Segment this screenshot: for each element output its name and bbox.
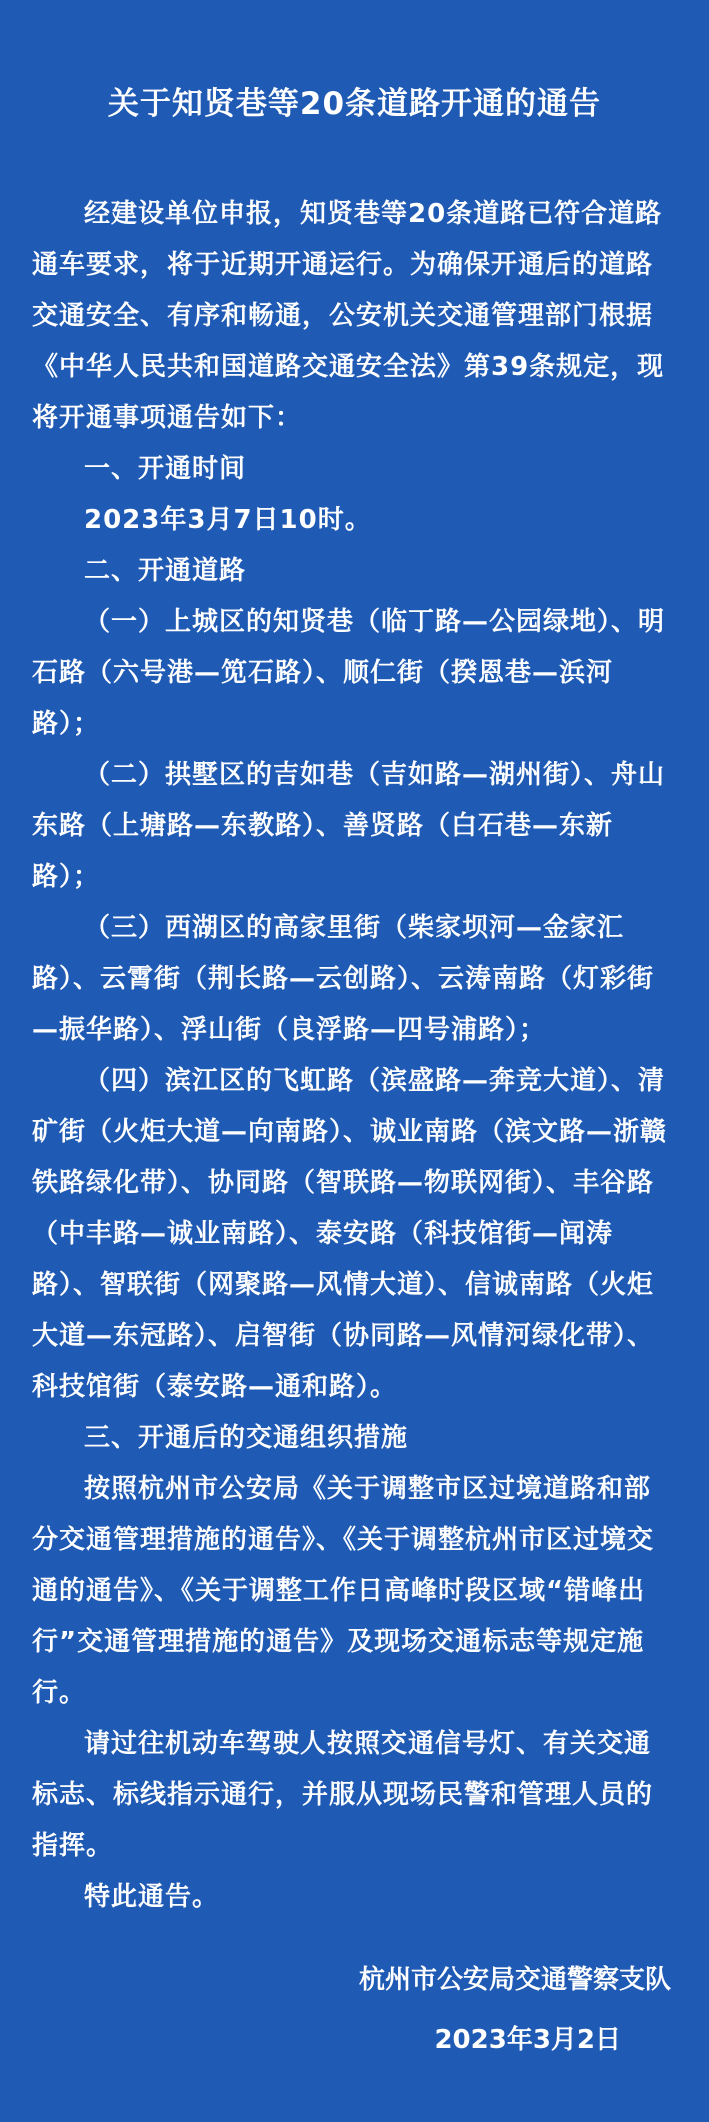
paragraph-open-time: 2023年3月7日10时。	[84, 505, 372, 535]
signature-org: 杭州市公安局交通警察支队	[358, 1965, 671, 1995]
signature-block	[359, 1950, 671, 2070]
paragraph-measures: 按照杭州市公安局《关于调整市区过境道路和部分交通管理措施的通告》、《关于调整杭州市区过境交通的通告》、《关于调整工作日高峰时段区域“错峰出行”交通管理措施的通告》及现场交通标志等规定施行。	[32, 1474, 655, 1708]
paragraph-intro: 经建设单位申报，知贤巷等20条道路已符合道路通车要求，将于近期开通运行。为确保开通后的道路交通安全、有序和畅通，公安机关交通管理部门根据《中华人民共和国道路交通安全法》第39条规定，现将开通事项通告如下：	[32, 199, 665, 433]
paragraph-drivers: 请过往机动车驾驶人按照交通信号灯、有关交通标志、标线指示通行，并服从现场民警和管理人员的指挥。	[32, 1729, 654, 1861]
paragraph-roads-shangcheng: （一）上城区的知贤巷（临丁路—公园绿地）、明石路（六号港—笕石路）、顺仁街（揆恩巷—浜河路）；	[32, 607, 666, 739]
notice-title: 关于知贤巷等20条道路开通的通告	[107, 86, 602, 122]
paragraph-roads-binjiang: （四）滨江区的飞虹路（滨盛路—奔竞大道）、清矿街（火炬大道—向南路）、诚业南路（滨文路—浙赣铁路绿化带）、协同路（智联路—物联网街）、丰谷路（中丰路—诚业南路）、泰安路（科技馆街—闻涛路）、智联街（网聚路—风情大道）、信诚南路（火炬大道—东冠路）、启智街（协同路—风情河绿化带）、科技馆街（泰安路—通和路）。	[32, 1066, 668, 1402]
paragraph-roads-gongshu: （二）拱墅区的吉如巷（吉如路—湖州街）、舟山东路（上塘路—东教路）、善贤路（白石巷—东新路）；	[32, 760, 666, 892]
signature-date: 2023年3月2日	[434, 2025, 621, 2055]
notice-body	[32, 189, 677, 1923]
section-heading-open-time: 一、开通时间	[84, 454, 247, 484]
paragraph-roads-xihu: （三）西湖区的高家里街（柴家坝河—金家汇路）、云霄街（荆长路—云创路）、云涛南路（灯彩街—振华路）、浮山街（良浮路—四号浦路）；	[32, 913, 655, 1045]
section-heading-roads: 二、开通道路	[84, 556, 247, 586]
section-heading-measures: 三、开通后的交通组织措施	[84, 1423, 409, 1453]
paragraph-closing: 特此通告。	[84, 1882, 220, 1912]
